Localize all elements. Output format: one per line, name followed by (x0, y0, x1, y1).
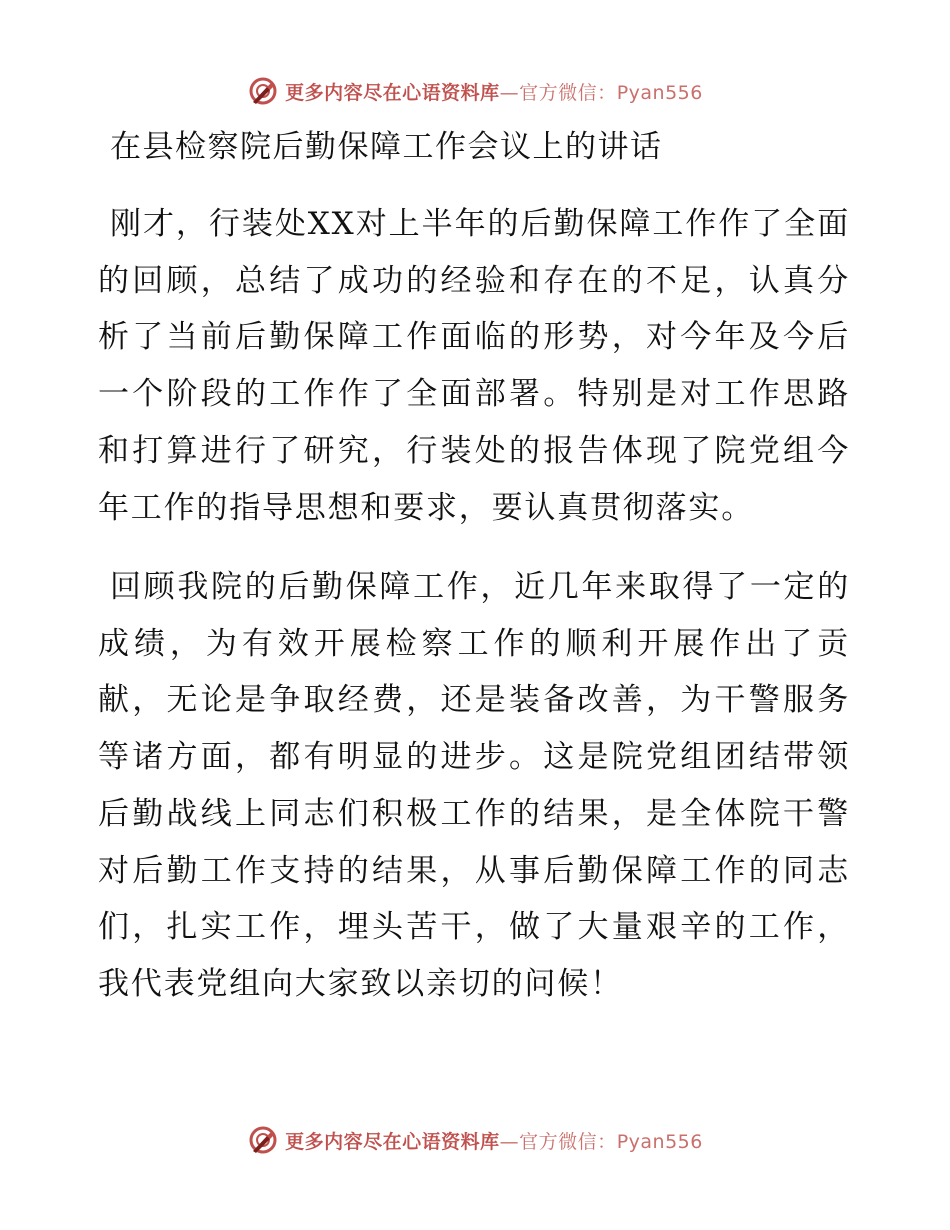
banner-text (285, 1127, 703, 1154)
paragraph-1: 刚才，行装处XX对上半年的后勤保障工作作了全面的回顾，总结了成功的经验和存在的不足，认真分析了当前后勤保障工作面临的形势，对今年及今后一个阶段的工作作了全面部署。特别是对工作思路和打算进行了研究，行装处的报告体现了院党组今年工作的指导思想和要求，要认真贯彻落实。 (98, 206, 850, 526)
pen-circle-logo-icon (247, 1124, 279, 1156)
header-banner (0, 71, 950, 111)
page-title: 在县检察院后勤保障工作会议上的讲话 (110, 129, 663, 165)
paragraph-2: 回顾我院的后勤保障工作，近几年来取得了一定的成绩，为有效开展检察工作的顺利开展作出了贡献，无论是争取经费，还是装备改善，为干警服务等诸方面，都有明显的进步。这是院党组团结带领后勤战线上同志们积极工作的结果，是全体院干警对后勤工作支持的结果，从事后勤保障工作的同志们，扎实工作，埋头苦干，做了大量艰辛的工作，我代表党组向大家致以亲切的问候！ (98, 569, 850, 1002)
banner-wechat-id: Pyan556 (616, 81, 703, 104)
banner-text (285, 78, 703, 105)
banner-site-name: 更多内容尽在心语资料库 (285, 81, 500, 104)
footer-banner (0, 1120, 950, 1160)
pen-circle-logo-icon (247, 75, 279, 107)
banner-wechat-id: Pyan556 (616, 1130, 703, 1153)
banner-wechat-label: 官方微信： (519, 81, 617, 104)
banner-site-name: 更多内容尽在心语资料库 (285, 1130, 500, 1153)
banner-wechat-label: 官方微信： (519, 1130, 617, 1153)
banner-dash: — (499, 1130, 520, 1153)
banner-dash: — (499, 81, 520, 104)
